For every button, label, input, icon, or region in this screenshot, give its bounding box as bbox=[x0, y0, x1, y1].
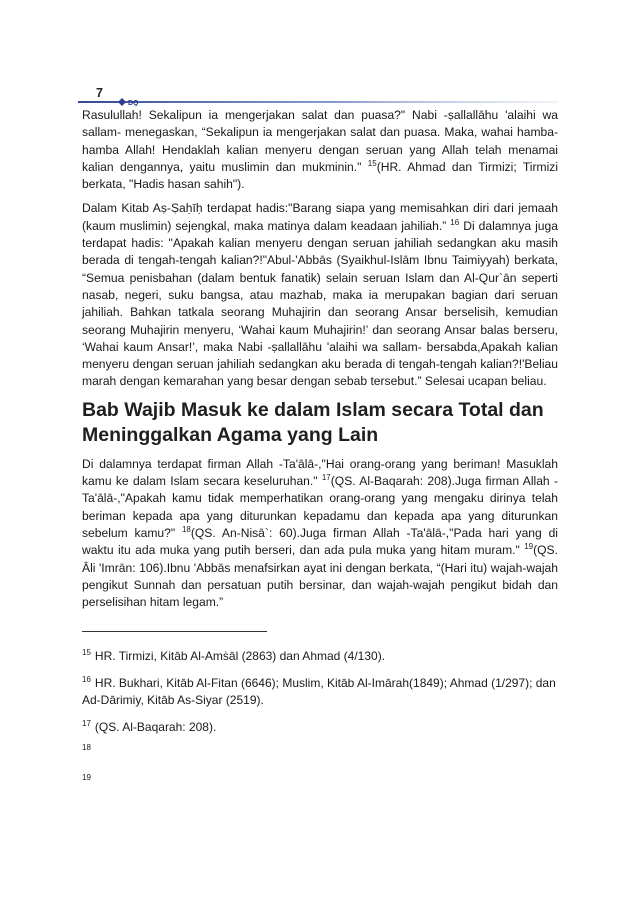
footnote-number: 17 bbox=[82, 719, 91, 728]
footnote-number: 18 bbox=[82, 743, 91, 753]
section-paragraph bbox=[82, 456, 558, 612]
footnote-item bbox=[82, 648, 558, 665]
footnote-text: HR. Tirmizi, Kitāb Al-Amṡāl (2863) dan Ahmad (4/130). bbox=[94, 649, 386, 663]
body-paragraph bbox=[82, 200, 558, 390]
footnote-item bbox=[82, 719, 558, 736]
header-logo-text: DQ bbox=[128, 100, 139, 106]
footnote-ref[interactable]: 15 bbox=[367, 158, 377, 168]
footnote-ref[interactable]: 18 bbox=[181, 524, 191, 534]
footnote-item bbox=[82, 773, 558, 788]
header-rule bbox=[78, 98, 558, 106]
text-run: Di dalamnya terdapat firman Allah -Ta'ālā-,"Hai orang-orang yang beriman! Masuklah kamu ke dalam Islam secara keseluruhan." bbox=[82, 456, 558, 489]
footnotes bbox=[82, 648, 558, 806]
text-run: (QS. An-Nisā`: 60).Juga firman Allah -Ta'ālā-,"Pada hari yang di waktu itu ada muka yang putih berseri, dan ada pula muka yang hitam muram." bbox=[82, 525, 558, 558]
footnote-divider bbox=[82, 631, 267, 632]
text-run: Dalam Kitab Aṣ-Ṣaḥīḥ terdapat hadis:"Barang siapa yang memisahkan diri dari jemaah (kaum muslimin) sejengkal, maka matinya dalam keadaan jahiliah.” bbox=[82, 201, 558, 233]
text-run: Di dalamnya juga terdapat hadis: "Apakah kalian menyeru dengan seruan jahiliah sedangkan aku masih berada di tengah-tengah kalian?!"Abul-'Abbās (Syaikhul-Islām Ibnu Taimiyyah) berkata, “Semua penisbahan (dalam bentuk fanatik) selain seruan Islam dan Al-Qur`ān seperti nasab, negeri, suku bangsa, atau mazhab, maka ia merupakan bagian dari seruan jahiliah. Bahkan tatkala seorang Muhajirin dan seorang Ansar berselisih, kemudian seorang Muhajirin menyeru, ‘Wahai kaum Muhajirin!’ dan seorang Ansar balas berseru, ‘Wahai kaum Ansar!’, maka Nabi -ṣallallāhu 'alaihi wa sallam- bersabda,Apakah kalian menyeru dengan seruan jahiliah sedangkan aku berada di tengah-tengah kalian?!'Beliau marah dengan kemarahan yang besar dengan sebab tersebut.” Selesai ucapan beliau. bbox=[82, 218, 558, 389]
text-run: (QS. Āli 'Imrān: 106).Ibnu 'Abbās menafsirkan ayat ini dengan berkata, “(Hari itu) wajah-wajah pengikut Sunnah dan persatuan putih bersinar, dan wajah-wajah pengikut bidah dan perselisihan hitam legam.” bbox=[82, 543, 558, 610]
footnote-item bbox=[82, 675, 558, 709]
footnote-number: 19 bbox=[82, 773, 91, 783]
footnote-ref[interactable]: 17 bbox=[321, 473, 331, 483]
footnote-item bbox=[82, 743, 558, 758]
footnote-text: (QS. Al-Baqarah: 208). bbox=[94, 720, 217, 734]
footnote-number: 16 bbox=[82, 675, 91, 684]
body-paragraph bbox=[82, 107, 558, 193]
main-content bbox=[82, 107, 558, 618]
page-number: 7 bbox=[96, 86, 103, 100]
text-run: Rasulullah! Sekalipun ia mengerjakan salat dan puasa?" Nabi -ṣallallāhu 'alaihi wa sallam- menegaskan, “Sekalipun ia mengerjakan salat dan puasa. Maka, wahai hamba-hamba Allah! Hendaklah kalian menyeru dengan seruan yang Allah telah menamai kalian dengannya, yaitu muslimin dan mukminin." bbox=[82, 108, 558, 174]
text-run: (QS. Al-Baqarah: 208).Juga firman Allah -Ta'ālā-,"Apakah kamu tidak memperhatikan orang-orang yang mengaku dirinya telah beriman kepada apa yang diturunkan kepadamu dan kepada apa yang diturunkan sebelum kamu?" bbox=[82, 474, 558, 540]
footnote-ref[interactable]: 16 bbox=[450, 217, 460, 227]
footnote-number: 15 bbox=[82, 648, 91, 657]
section-heading: Bab Wajib Masuk ke dalam Islam secara Total dan Meninggalkan Agama yang Lain bbox=[82, 398, 544, 446]
footnote-ref[interactable]: 19 bbox=[524, 542, 534, 552]
text-run: (HR. Ahmad dan Tirmizi; Tirmizi berkata, "Hadis hasan sahih"). bbox=[82, 159, 559, 192]
footnote-text: HR. Bukhari, Kitāb Al-Fitan (6646); Muslim, Kitāb Al-Imārah(1849); Ahmad (1/297); dan Ad-Dārimiy, Kitāb As-Siyar (2519). bbox=[82, 676, 556, 707]
header-logo-icon bbox=[78, 98, 558, 106]
